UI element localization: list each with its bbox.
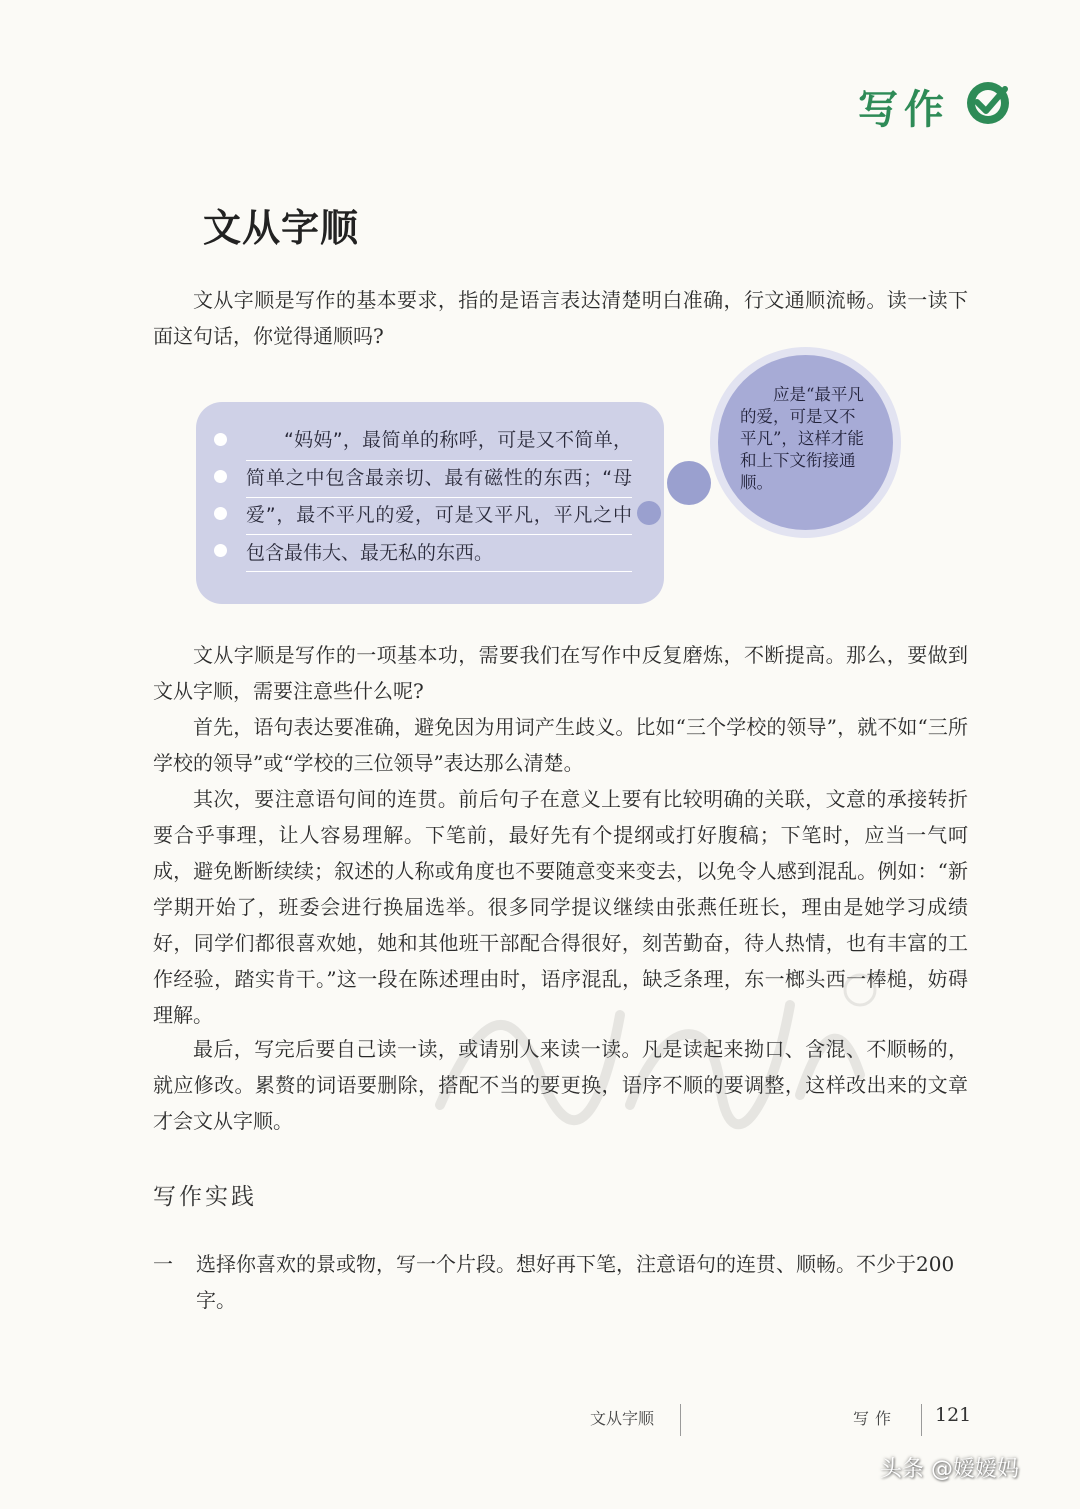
side-note-text: 应是“最平凡的爱，可是又不平凡”，这样才能和上下文衔接通顺。 — [740, 385, 864, 492]
exercise-number: 一 — [153, 1252, 173, 1276]
page-number: 121 — [935, 1404, 972, 1426]
thought-bubble-small — [637, 501, 661, 525]
exercise-text: 选择你喜欢的景或物，写一个片段。想好再下笔，注意语句的连贯、顺畅。不少于200字。 — [196, 1252, 955, 1312]
bullet-dot — [214, 544, 227, 557]
footer-lesson-title: 文从字顺 — [590, 1409, 655, 1428]
footer-divider — [921, 1404, 922, 1436]
intro-paragraph: 文从字顺是写作的基本要求，指的是语言表达清楚明白准确，行文通顺流畅。读一读下面这句话，你觉得通顺吗? — [153, 288, 968, 348]
body-paragraph: 最后，写完后要自己读一读，或请别人来读一读。凡是读起来拗口、含混、不顺畅的，就应修改。累赘的词语要删除，搭配不当的要更换，语序不顺的要调整，这样改出来的文章才会文从字顺。 — [153, 1037, 968, 1133]
footer-divider — [680, 1404, 681, 1436]
checkmark-circle-icon — [965, 80, 1011, 126]
body-paragraph: 其次，要注意语句间的连贯。前后句子在意义上要有比较明确的关联，文意的承接转折要合乎事理，让人容易理解。下笔前，最好先有个提纲或打好腹稿；下笔时，应当一气呵成，避免断断续续；叙述的人称或角度也不要随意变来变去，以免令人感到混乱。例如：“新学期开始了，班委会进行换届选举。很多同学提议继续由张燕任班长，理由是她学习成绩好，同学们都很喜欢她，她和其他班干部配合得很好，刻苦勤奋，待人热情，也有丰富的工作经验，踏实肯干。”这一段在陈述理由时，语序混乱，缺乏条理，东一榔头西一棒槌，妨碍理解。 — [153, 787, 968, 1027]
example-quote-text: “妈妈”，最简单的称呼，可是又不简单，简单之中包含最亲切、最有磁性的东西；“母爱”，最不平凡的爱，可是又平凡，平凡之中包含最伟大、最无私的东西。 — [246, 429, 632, 564]
footer-section: 写作 — [853, 1409, 898, 1428]
body-paragraph: 首先，语句表达要准确，避免因为用词产生歧义。比如“三个学校的领导”，就不如“三所学校的领导”或“学校的三位领导”表达那么清楚。 — [153, 715, 968, 775]
thought-bubble-medium — [667, 461, 711, 505]
practice-heading: 写作实践 — [153, 1184, 257, 1210]
body-paragraph: 文从字顺是写作的一项基本功，需要我们在写作中反复磨炼，不断提高。那么，要做到文从字顺，需要注意些什么呢? — [153, 643, 968, 703]
bullet-dot — [214, 470, 227, 483]
lesson-title: 文从字顺 — [203, 205, 360, 251]
bullet-dot — [214, 507, 227, 520]
section-label: 写作 — [858, 86, 950, 133]
bullet-dot — [214, 433, 227, 446]
source-tag: 头条 @嫒嫒妈 — [880, 1457, 1019, 1482]
